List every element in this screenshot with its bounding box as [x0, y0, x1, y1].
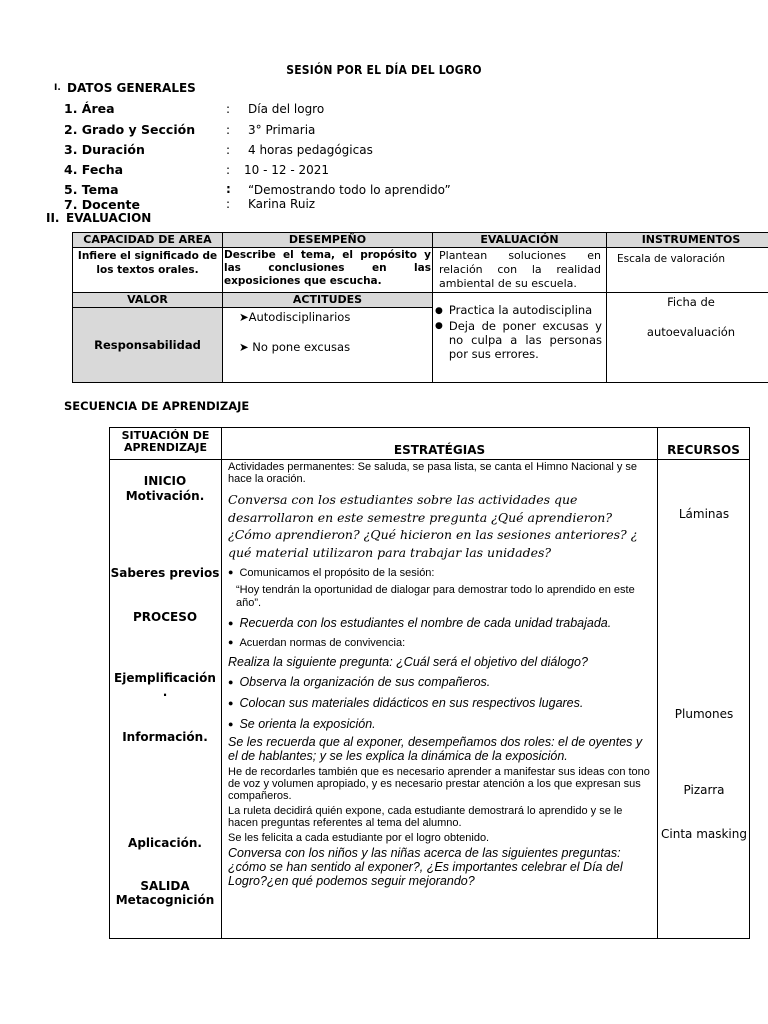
strategy-text: ● Acuerdan normas de convivencia: [228, 637, 655, 649]
strategy-text: ● Comunicamos el propósito de la sesión: [228, 567, 655, 579]
section-heading: EVALUACION [66, 211, 152, 225]
strategy-text: La ruleta decidirá quién expone, cada estudiante demostrará lo aprendido y se le hacen preguntas referentes al tema del alumno. [228, 805, 623, 829]
phase-label: INICIO [143, 474, 187, 488]
phase-label: Ejemplificación [114, 671, 216, 685]
instrumento-cell: Escala de valoración [607, 248, 768, 293]
strategy-text: ● Observa la organización de sus compañeros. [228, 675, 655, 690]
general-value: 3° Primaria [248, 123, 316, 137]
eval-header: EVALUACIÓN [433, 233, 607, 248]
strategy-text: ● Recuerda con los estudiantes el nombre de cada unidad trabajada. [228, 616, 655, 631]
phase-label: Aplicación. [128, 836, 202, 850]
strategies-cell [222, 460, 658, 939]
phase-label: Saberes previos [110, 566, 220, 580]
general-colon: : [226, 163, 231, 177]
criterio-item: ● Deja de poner excusas y no culpa a las personas por sus errores. [435, 319, 602, 361]
eval-header: VALOR [73, 293, 223, 308]
sequence-title: SECUENCIA DE APRENDIZAJE [64, 399, 250, 413]
general-label: 1. Área [64, 101, 115, 116]
general-value: Karina Ruiz [248, 197, 316, 211]
general-colon: : [226, 102, 231, 116]
general-value: “Demostrando todo lo aprendido” [248, 183, 451, 197]
capacidad-cell: Infiere el significado de los textos orales. [73, 248, 223, 293]
strategy-text: Conversa con los niños y las niñas acerca de las siguientes preguntas: ¿cómo se han sentido al exponer?, ¿Es importantes celebrar el Día del Logro?¿en qué podemos seguir mejorando? [228, 846, 623, 888]
resource-item: Cinta masking [661, 827, 747, 841]
strategy-text: Realiza la siguiente pregunta: ¿Cuál será el objetivo del diálogo? [228, 655, 588, 669]
general-value: Día del logro [248, 102, 325, 116]
instrumento2-line1: Ficha de [667, 295, 715, 309]
strategy-text: ● Colocan sus materiales didácticos en sus respectivos lugares. [228, 696, 655, 711]
general-value: 4 horas pedagógicas [248, 143, 373, 157]
phase-label: Motivación. [125, 489, 205, 503]
strategy-text: Se les felicita a cada estudiante por el logro obtenido. [228, 832, 490, 844]
desempeno-cell: Describe el tema, el propósito y las conclusiones en las exposiciones que escucha. [223, 248, 433, 293]
strategy-text: “Hoy tendrán la oportunidad de dialogar para demostrar todo lo aprendido en este año”. [236, 584, 635, 609]
strategy-text: Conversa con los estudiantes sobre las actividades que desarrollaron en este semestre pregunta ¿Qué aprendieron? ¿Cómo aprendieron? ¿Qué hicieron en las sesiones anteriores? ¿ qué material utilizaron para trabajar las unidades? [228, 492, 638, 560]
strategy-text: Se les recuerda que al exponer, desempeñamos dos roles: el de oyentes y el de hablantes; y se les explica la dinámica de la exposición. [228, 735, 643, 763]
general-label: 2. Grado y Sección [64, 122, 196, 137]
general-colon: : [226, 182, 231, 196]
valor-cell: Responsabilidad [73, 308, 223, 383]
bullet-icon: ● [435, 321, 443, 331]
phase-label: PROCESO [132, 610, 198, 624]
eval-header: DESEMPEÑO [223, 233, 433, 248]
resource-item: Láminas [678, 507, 730, 521]
phase-label: SALIDA [140, 879, 190, 893]
general-colon: : [226, 143, 231, 157]
section-number: I. [54, 83, 61, 93]
general-colon: : [226, 197, 231, 211]
resources-cell [658, 460, 750, 939]
actitud-item: ➤Autodisciplinarios [239, 310, 351, 324]
resource-item: Plumones [674, 707, 734, 721]
seq-header: SITUACIÓN DE APRENDIZAJE [110, 428, 222, 460]
general-label: 5. Tema [64, 182, 119, 197]
criterio-item: ● Practica la autodisciplina [435, 303, 602, 319]
strategy-text: He de recordarles también que es necesario aprender a manifestar sus ideas con tono de voz y volumen apropiado, y es necesario prestar atención a los que expresan sus compañeros. [228, 766, 650, 802]
general-label: 3. Duración [64, 142, 145, 157]
phase-label: Información. [122, 730, 208, 744]
phases-cell [110, 460, 222, 939]
section-number: II. [46, 211, 60, 225]
phase-label: . [162, 685, 168, 699]
evaluacion-cell: Plantean soluciones en relación con la realidad ambiental de su escuela. [433, 248, 607, 293]
seq-header: RECURSOS [658, 428, 750, 460]
sequence-table [109, 427, 750, 939]
evaluation-table [72, 232, 768, 383]
seq-header: ESTRATÉGIAS [222, 428, 658, 460]
arrow-icon: ➤ [239, 340, 249, 354]
resource-item: Pizarra [683, 783, 725, 797]
actitud-item: ➤ No pone excusas [239, 340, 351, 354]
general-value: 10 - 12 - 2021 [244, 163, 329, 177]
general-label: 4. Fecha [64, 162, 124, 177]
general-label: 7. Docente [64, 197, 141, 212]
eval-header: ACTITUDES [223, 293, 433, 308]
instrumento2-cell [607, 293, 768, 383]
general-colon: : [226, 123, 231, 137]
page-title: SESIÓN POR EL DÍA DEL LOGRO [286, 63, 482, 77]
phase-label: Metacognición [115, 893, 215, 907]
section-heading: DATOS GENERALES [67, 81, 196, 95]
actitudes-cell [223, 308, 433, 383]
instrumento2-line2: autoevaluación [646, 325, 736, 339]
strategy-text: ● Se orienta la exposición. [228, 717, 655, 732]
eval-header: CAPACIDAD DE AREA [73, 233, 223, 248]
eval-header: INSTRUMENTOS [607, 233, 768, 248]
strategy-text: Actividades permanentes: Se saluda, se pasa lista, se canta el Himno Nacional y se hace la oración. [228, 461, 638, 485]
criterios-cell [433, 293, 607, 383]
arrow-icon: ➤ [239, 310, 249, 324]
